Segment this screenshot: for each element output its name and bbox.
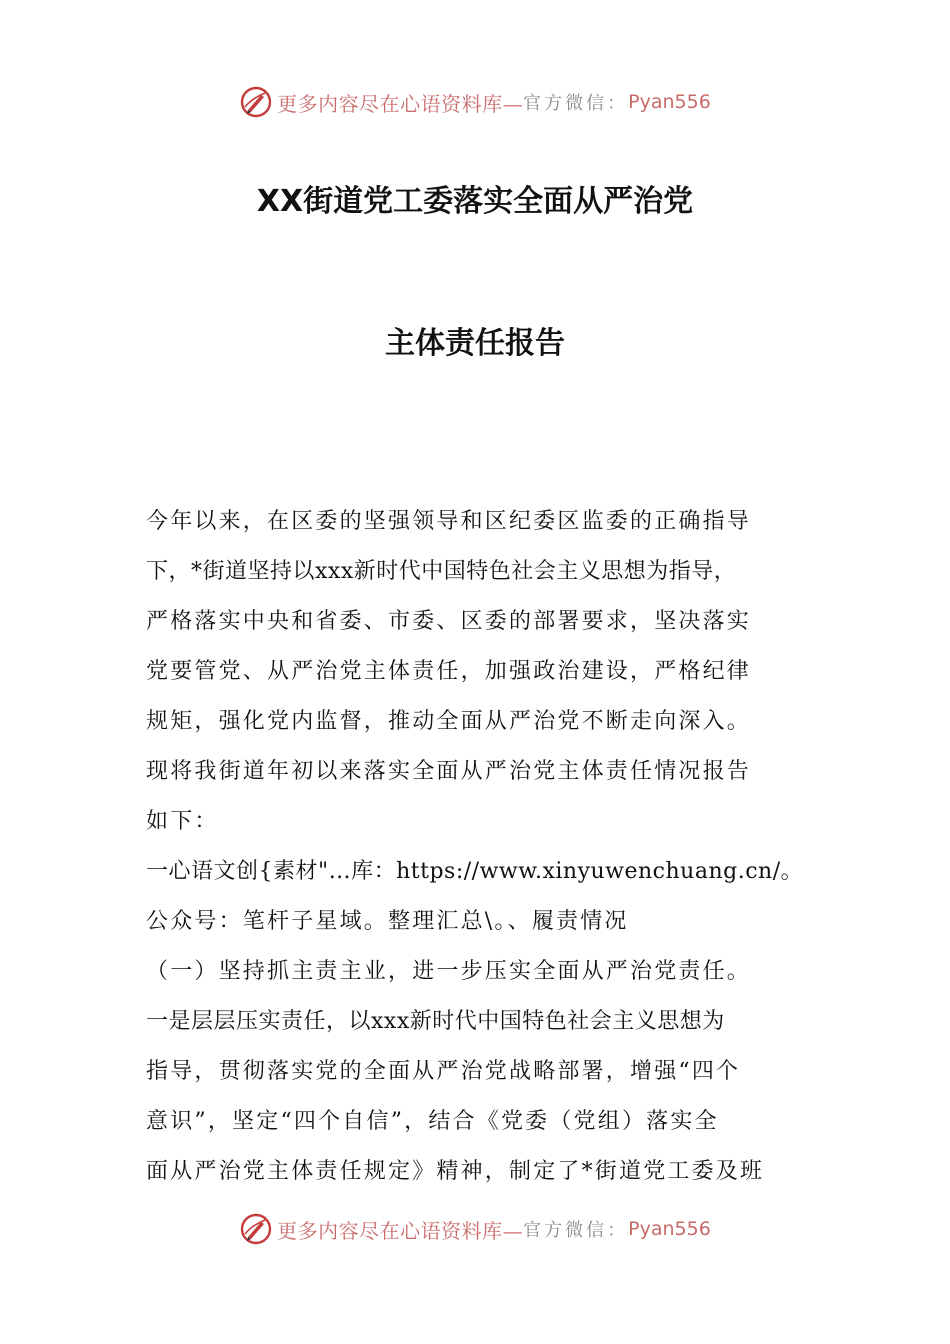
- watermark-banner-bottom: [0, 1209, 950, 1249]
- body-line: 党要管党、从严治党主体责任，加强政治建设，严格纪律: [146, 659, 752, 684]
- body-line: 指导，贯彻落实党的全面从严治党战略部署，增强“四个: [146, 1059, 741, 1084]
- body-line: 面从严治党主体责任规定》精神，制定了*街道党工委及班: [146, 1159, 765, 1184]
- pen-circle-logo-icon: [239, 85, 273, 119]
- watermark-wechat-id: Pyan556: [628, 1218, 711, 1240]
- watermark-wechat-label: 官方微信：: [523, 93, 629, 114]
- body-line: 今年以来，在区委的坚强领导和区纪委区监委的正确指导: [146, 509, 752, 534]
- watermark-text: 更多内容尽在心语资料库—: [277, 1218, 524, 1243]
- body-line: 现将我街道年初以来落实全面从严治党主体责任情况报告: [146, 759, 752, 784]
- body-line: 一是层层压实责任，以xxx新时代中国特色社会主义思想为: [146, 1009, 725, 1034]
- body-line: 公众号：笔杆子星域。整理汇总\。、履责情况: [146, 909, 629, 934]
- body-line: 一心语文创{素材"…库：https://www.xinyuwenchuang.cn/。: [146, 859, 804, 884]
- document-title-line-1: XX街道党工委落实全面从严治党: [256, 184, 694, 219]
- pen-circle-logo-icon: [239, 1212, 273, 1246]
- body-line: 意识”，坚定“四个自信”，结合《党委（党组）落实全: [146, 1109, 719, 1134]
- document-title-line-2: 主体责任报告: [385, 326, 565, 361]
- watermark-text: 更多内容尽在心语资料库—: [277, 91, 524, 116]
- body-line: 规矩，强化党内监督，推动全面从严治党不断走向深入。: [146, 709, 752, 734]
- document-body: [146, 497, 810, 1197]
- watermark-wechat-label: 官方微信：: [523, 1220, 629, 1241]
- body-line: 下，*街道坚持以xxx新时代中国特色社会主义思想为指导，: [146, 559, 737, 584]
- body-line: 如下：: [146, 809, 219, 834]
- body-line: （一）坚持抓主责主业，进一步压实全面从严治党责任。: [146, 959, 752, 984]
- watermark-banner-top: [0, 82, 950, 122]
- watermark-wechat-id: Pyan556: [628, 91, 711, 113]
- body-line: 严格落实中央和省委、市委、区委的部署要求，坚决落实: [146, 609, 752, 634]
